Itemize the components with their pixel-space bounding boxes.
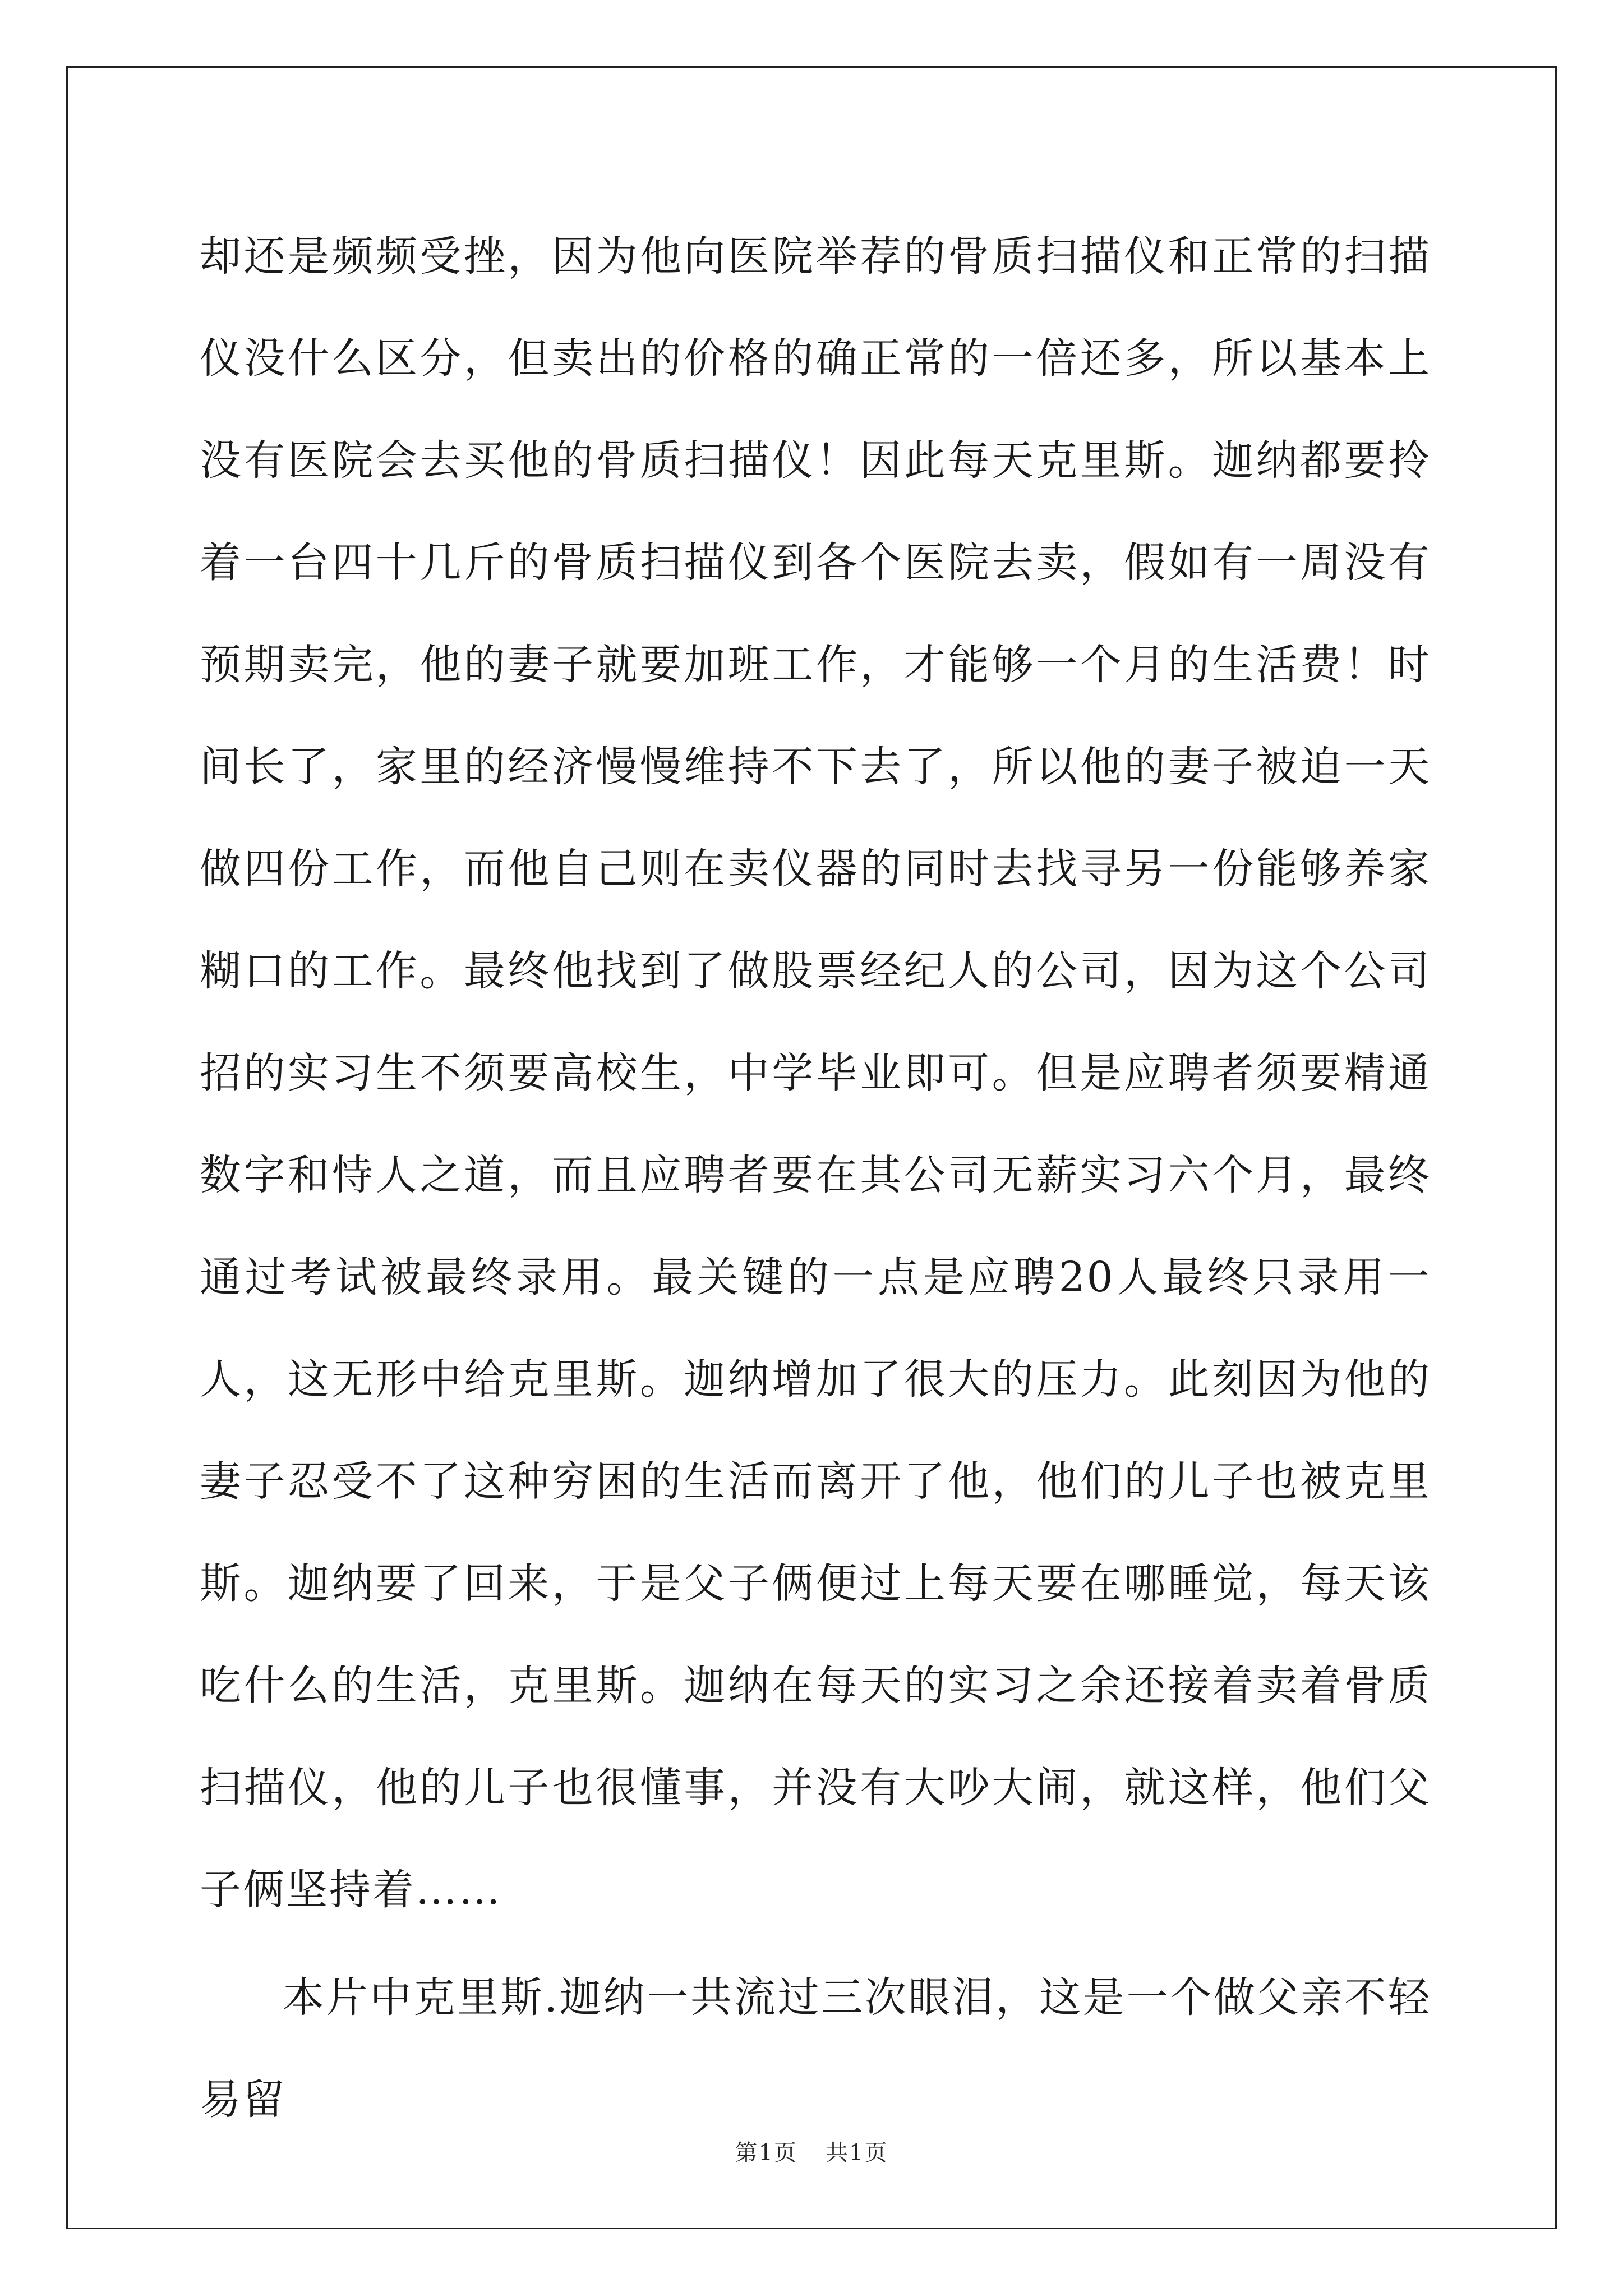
document-body	[200, 205, 1431, 2151]
paragraph-1: 却还是频频受挫，因为他向医院举荐的骨质扫描仪和正常的扫描仪没什么区分，但卖出的价格的确正常的一倍还多，所以基本上没有医院会去买他的骨质扫描仪！因此每天克里斯。迦纳都要拎着一台四十几斤的骨质扫描仪到各个医院去卖，假如有一周没有预期卖完，他的妻子就要加班工作，才能够一个月的生活费！时间长了，家里的经济慢慢维持不下去了，所以他的妻子被迫一天做四份工作，而他自己则在卖仪器的同时去找寻另一份能够养家糊口的工作。最终他找到了做股票经纪人的公司，因为这个公司招的实习生不须要高校生，中学毕业即可。但是应聘者须要精通数字和恃人之道，而且应聘者要在其公司无薪实习六个月，最终通过考试被最终录用。最关键的一点是应聘20人最终只录用一人，这无形中给克里斯。迦纳增加了很大的压力。此刻因为他的妻子忍受不了这种穷困的生活而离开了他，他们的儿子也被克里斯。迦纳要了回来，于是父子俩便过上每天要在哪睡觉，每天该吃什么的生活，克里斯。迦纳在每天的实习之余还接着卖着骨质扫描仪，他的儿子也很懂事，并没有大吵大闹，就这样，他们父子俩坚持着……	[200, 232, 1431, 1914]
page-footer	[0, 2135, 1623, 2167]
page-total: 共1页	[826, 2140, 888, 2166]
page-number: 第1页	[735, 2140, 797, 2166]
paragraph-2: 本片中克里斯.迦纳一共流过三次眼泪，这是一个做父亲不轻易留	[200, 1973, 1431, 2124]
